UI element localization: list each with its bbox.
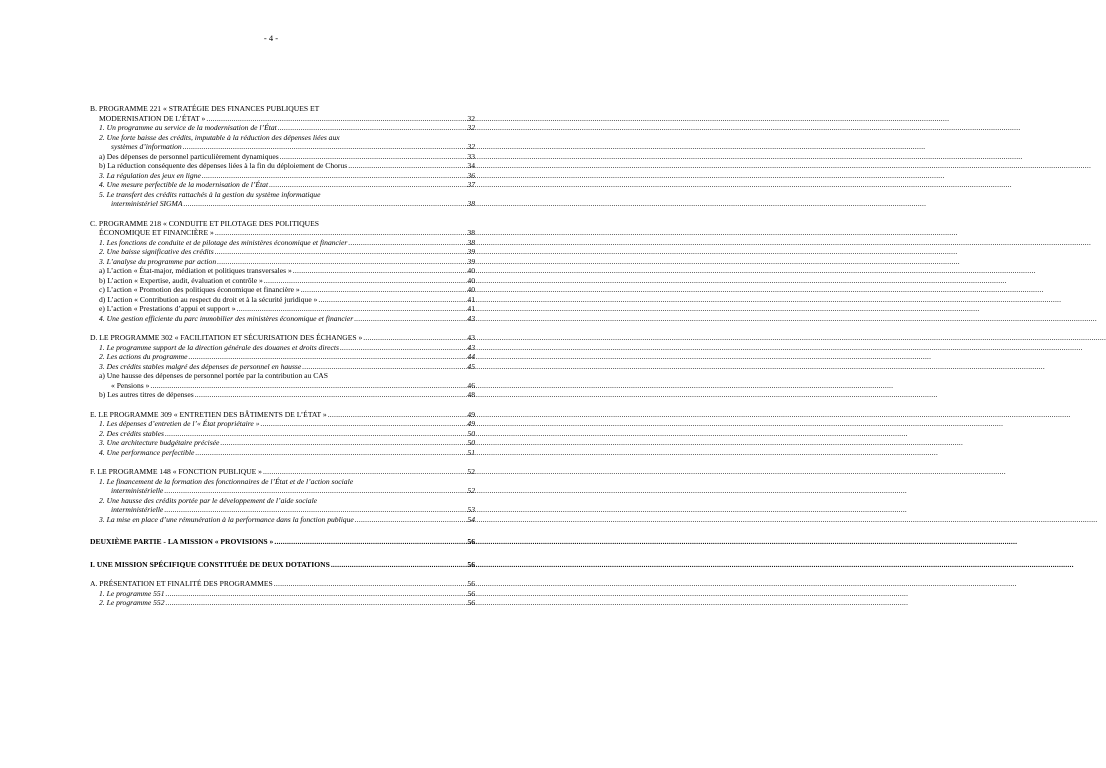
toc-section	[90, 537, 475, 547]
toc-entry-title: 2. Une baisse significative des crédits	[99, 247, 214, 256]
toc-page-number: 49	[467, 419, 475, 428]
dot-leader	[217, 257, 462, 267]
dot-leader	[280, 152, 462, 162]
toc-page-number: 41	[467, 304, 475, 313]
toc-section	[90, 560, 475, 570]
toc-entry[interactable]	[90, 180, 475, 190]
toc-entry[interactable]	[90, 114, 475, 124]
toc-page-number: 56	[467, 559, 475, 569]
toc-page-number: 46	[467, 380, 475, 390]
toc-page-number: 39	[467, 256, 475, 266]
toc-entry-title: 3. L’analyse du programme par action	[99, 256, 217, 266]
toc-page-number: 56	[467, 537, 475, 546]
toc-entry[interactable]	[90, 390, 475, 400]
toc-entry[interactable]	[90, 438, 475, 448]
toc-entry[interactable]	[90, 266, 475, 276]
toc-page-number: 44	[467, 352, 475, 361]
dot-leader	[340, 343, 462, 353]
toc-entry[interactable]	[90, 247, 475, 257]
toc-page-number: 33	[467, 151, 475, 161]
toc-page-number: 50	[467, 428, 475, 438]
toc-entry[interactable]	[90, 343, 475, 353]
toc-section	[90, 467, 475, 524]
toc-entry-title: a) Des dépenses de personnel particulièrement dynamiques	[99, 151, 279, 161]
toc-page-number: 32	[467, 142, 475, 151]
toc-page-number: 56	[467, 588, 475, 598]
dot-leader	[189, 352, 462, 362]
toc-entry-title: 2. Une hausse des crédits portée par le développement de l’aide sociale	[99, 495, 318, 505]
section-spacer	[90, 457, 475, 467]
toc-entry-title: d) L’action « Contribution au respect du droit et à la sécurité juridique »	[99, 294, 318, 304]
toc-entry[interactable]	[90, 381, 475, 391]
toc-entry-title: 2. Le programme 552	[99, 598, 165, 607]
dot-leader	[363, 333, 462, 343]
toc-page-number: 39	[467, 247, 475, 256]
toc-entry[interactable]	[90, 467, 475, 477]
toc-entry[interactable]	[90, 560, 475, 570]
toc-page-number: 56	[467, 579, 475, 588]
toc-entry-title: 3. La mise en place d’une rémunération à la performance dans la fonction publique	[99, 514, 354, 524]
dot-leader	[220, 438, 462, 448]
dot-leader	[237, 304, 462, 314]
toc-page-number: 56	[467, 598, 475, 607]
dot-leader	[331, 560, 462, 570]
toc-entry[interactable]	[90, 219, 475, 229]
toc-entry-title: 4. Une mesure perfectible de la modernisation de l’État	[99, 180, 269, 189]
dot-leader	[348, 161, 462, 171]
toc-entry-title: a) Une hausse des dépenses de personnel portée par la contribution au CAS	[99, 371, 329, 380]
toc-entry-title: 1. Les dépenses d’entretien de l’« État propriétaire »	[99, 419, 260, 428]
dot-leader	[318, 295, 462, 305]
table-of-contents	[90, 104, 475, 608]
dot-leader	[164, 505, 462, 515]
toc-page-number: 52	[467, 486, 475, 495]
toc-entry[interactable]	[90, 419, 475, 429]
toc-entry[interactable]	[90, 276, 475, 286]
toc-entry-title: interministérielle	[111, 505, 164, 514]
dot-leader	[293, 266, 462, 276]
dot-leader	[215, 228, 462, 238]
section-spacer	[90, 524, 475, 537]
dot-leader	[215, 247, 462, 257]
toc-entry-title: DEUXIÈME PARTIE - LA MISSION « PROVISIONS »	[90, 537, 274, 546]
toc-entry[interactable]	[90, 598, 475, 608]
toc-entry-title: I. UNE MISSION SPÉCIFIQUE CONSTITUÉE DE DEUX DOTATIONS	[90, 559, 330, 569]
toc-entry-title: C. PROGRAMME 218 « CONDUITE ET PILOTAGE DES POLITIQUES	[90, 218, 319, 228]
toc-page-number: 41	[467, 294, 475, 304]
toc-page-number: 32	[467, 123, 475, 132]
toc-entry[interactable]	[90, 161, 475, 171]
toc-entry[interactable]	[90, 133, 475, 143]
section-spacer	[90, 547, 475, 560]
dot-leader	[195, 448, 462, 458]
toc-entry-title: 2. Une forte baisse des crédits, imputable à la réduction des dépenses liées aux	[99, 132, 340, 142]
section-spacer	[90, 400, 475, 410]
dot-leader	[206, 114, 462, 124]
toc-entry[interactable]	[90, 228, 475, 238]
toc-entry-title: 3. Des crédits stables malgré des dépenses de personnel en hausse	[99, 361, 302, 371]
dot-leader	[278, 123, 462, 133]
toc-entry[interactable]	[90, 123, 475, 133]
toc-entry-title: 1. Un programme au service de la modernisation de l’État	[99, 123, 277, 132]
toc-page-number: 36	[467, 170, 475, 180]
dot-leader	[150, 381, 462, 391]
toc-entry[interactable]	[90, 257, 475, 267]
toc-entry[interactable]	[90, 238, 475, 248]
toc-entry[interactable]	[90, 142, 475, 152]
dot-leader	[274, 579, 462, 589]
toc-page-number: 51	[467, 447, 475, 457]
toc-entry-title: 1. Les fonctions de conduite et de pilotage des ministères économique et financier	[99, 237, 348, 247]
toc-entry-title: 3. La régulation des jeux en ligne	[99, 170, 201, 180]
toc-page-number: 48	[467, 390, 475, 399]
toc-entry-title: MODERNISATION DE L’ÉTAT »	[99, 113, 206, 123]
toc-section	[90, 219, 475, 324]
toc-entry[interactable]	[90, 429, 475, 439]
toc-section	[90, 410, 475, 458]
toc-entry[interactable]	[90, 104, 475, 114]
toc-entry-title: 2. Des crédits stables	[99, 428, 164, 438]
toc-page-number: 43	[467, 313, 475, 323]
toc-entry[interactable]	[90, 477, 475, 487]
dot-leader	[164, 486, 462, 496]
toc-entry-title: D. LE PROGRAMME 302 « FACILITATION ET SÉCURISATION DES ÉCHANGES »	[90, 333, 363, 342]
toc-entry[interactable]	[90, 448, 475, 458]
toc-page-number: 38	[467, 228, 475, 237]
page-number: - 4 -	[263, 33, 279, 43]
toc-entry-title: 2. Les actions du programme	[99, 352, 188, 361]
toc-entry-title: A. PRÉSENTATION ET FINALITÉ DES PROGRAMMES	[90, 579, 273, 588]
dot-leader	[301, 285, 462, 295]
toc-page-number: 40	[467, 266, 475, 275]
toc-page-number: 38	[467, 199, 475, 208]
dot-leader	[183, 142, 462, 152]
toc-entry-title: 4. Une gestion efficiente du parc immobilier des ministères économique et financier	[99, 313, 354, 323]
toc-entry[interactable]	[90, 295, 475, 305]
toc-entry-title: b) L’action « Expertise, audit, évaluation et contrôle »	[99, 275, 263, 285]
toc-entry-title: b) Les autres titres de dépenses	[99, 390, 194, 399]
toc-section	[90, 104, 475, 209]
toc-entry-title: c) L’action « Promotion des politiques économique et financière »	[99, 285, 300, 294]
toc-page-number: 40	[467, 285, 475, 294]
toc-page-number: 52	[467, 467, 475, 476]
toc-entry-title: systèmes d’information	[111, 142, 182, 151]
toc-entry-title: ÉCONOMIQUE ET FINANCIÈRE »	[99, 228, 214, 237]
toc-entry-title: 4. Une performance perfectible	[99, 447, 195, 457]
dot-leader	[202, 171, 462, 181]
dot-leader	[261, 419, 463, 429]
toc-entry[interactable]	[90, 515, 475, 525]
dot-leader	[166, 589, 462, 599]
toc-entry[interactable]	[90, 171, 475, 181]
toc-page-number: 38	[467, 237, 475, 247]
toc-page-number: 45	[467, 361, 475, 371]
toc-entry[interactable]	[90, 579, 475, 589]
toc-page-number: 43	[467, 342, 475, 352]
toc-page-number: 43	[467, 333, 475, 342]
dot-leader	[195, 390, 462, 400]
toc-page-number: 54	[467, 514, 475, 524]
toc-entry-title: « Pensions »	[111, 380, 150, 390]
toc-page-number: 53	[467, 505, 475, 514]
section-spacer	[90, 323, 475, 333]
dot-leader	[184, 199, 463, 209]
toc-entry[interactable]	[90, 371, 475, 381]
toc-entry[interactable]	[90, 190, 475, 200]
section-spacer	[90, 209, 475, 219]
dot-leader	[263, 467, 462, 477]
dot-leader	[328, 410, 462, 420]
toc-entry-title: 1. Le programme 551	[99, 588, 165, 598]
dot-leader	[355, 515, 462, 525]
dot-leader	[354, 314, 462, 324]
toc-entry-title: B. PROGRAMME 221 « STRATÉGIE DES FINANCES PUBLIQUES ET	[90, 104, 320, 113]
toc-entry[interactable]	[90, 410, 475, 420]
dot-leader	[165, 429, 462, 439]
toc-entry-title: a) L’action « État-major, médiation et politiques transversales »	[99, 266, 292, 275]
dot-leader	[264, 276, 462, 286]
toc-entry-title: b) La réduction conséquente des dépenses liées à la fin du déploiement de Chorus	[99, 161, 348, 170]
toc-entry[interactable]	[90, 304, 475, 314]
toc-entry[interactable]	[90, 486, 475, 496]
toc-entry[interactable]	[90, 333, 475, 343]
toc-entry[interactable]	[90, 496, 475, 506]
toc-entry-title: interministériel SIGMA	[111, 199, 183, 208]
toc-entry-title: 1. Le programme support de la direction générale des douanes et droits directs	[99, 342, 339, 352]
toc-entry[interactable]	[90, 314, 475, 324]
toc-entry[interactable]	[90, 152, 475, 162]
toc-entry-title: E. LE PROGRAMME 309 « ENTRETIEN DES BÂTIMENTS DE L’ÉTAT »	[90, 409, 327, 419]
toc-entry[interactable]	[90, 537, 475, 547]
toc-entry-title: 1. Le financement de la formation des fonctionnaires de l’État et de l’action sociale	[99, 476, 354, 486]
dot-leader	[302, 362, 462, 372]
toc-page-number: 32	[467, 113, 475, 123]
toc-entry-title: interministérielle	[111, 486, 164, 495]
toc-entry[interactable]	[90, 285, 475, 295]
dot-leader	[269, 180, 462, 190]
toc-page-number: 49	[467, 409, 475, 419]
dot-leader	[348, 238, 462, 248]
toc-page-number: 50	[467, 438, 475, 447]
toc-entry-title: F. LE PROGRAMME 148 « FONCTION PUBLIQUE »	[90, 467, 262, 476]
toc-entry[interactable]	[90, 505, 475, 515]
toc-page-number: 37	[467, 180, 475, 189]
toc-page-number: 34	[467, 161, 475, 170]
toc-entry[interactable]	[90, 589, 475, 599]
toc-page-number: 40	[467, 275, 475, 285]
toc-entry[interactable]	[90, 362, 475, 372]
section-spacer	[90, 569, 475, 579]
toc-entry[interactable]	[90, 199, 475, 209]
toc-entry[interactable]	[90, 352, 475, 362]
toc-entry-title: e) L’action « Prestations d’appui et support »	[99, 304, 236, 313]
toc-entry-title: 3. Une architecture budgétaire précisée	[99, 438, 220, 447]
toc-section	[90, 579, 475, 608]
dot-leader	[274, 537, 462, 547]
toc-entry-title: 5. Le transfert des crédits rattachés à la gestion du système informatique	[99, 189, 321, 199]
dot-leader	[166, 598, 462, 608]
toc-section	[90, 333, 475, 400]
